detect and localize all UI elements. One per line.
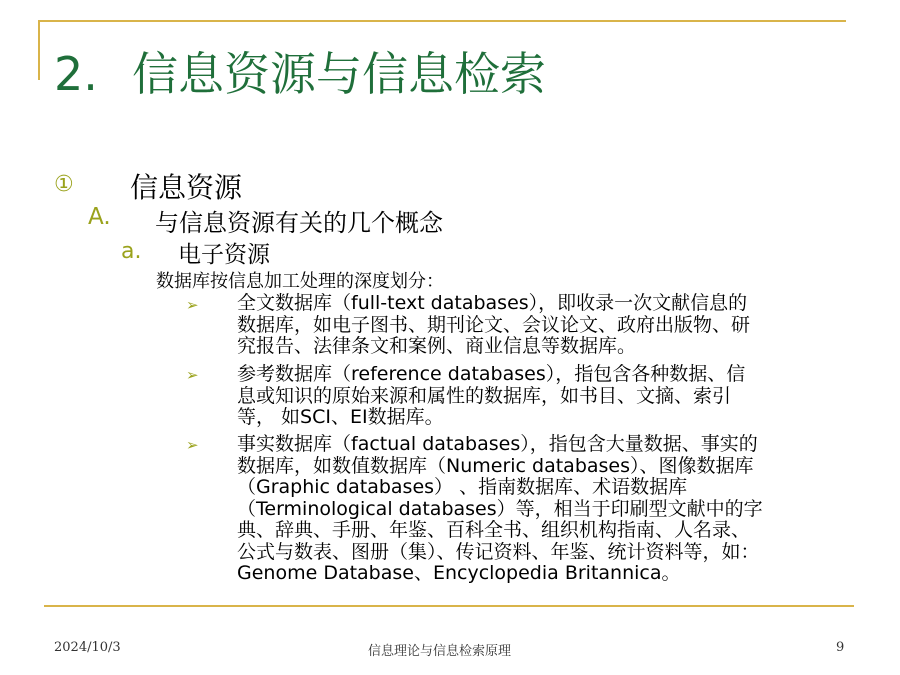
bullet-line: 数据库，如数值数据库（Numeric databases）、图像数据库 xyxy=(237,454,754,477)
bullet-factual-databases xyxy=(237,434,763,585)
level3-heading: 电子资源 xyxy=(178,242,270,268)
title-text: 信息资源与信息检索 xyxy=(132,47,546,101)
bullet-reference-databases xyxy=(237,364,745,429)
level1-marker: ① xyxy=(54,172,74,197)
bullet-line: 典、辞典、手册、年鉴、百科全书、组织机构指南、人名录、 xyxy=(237,519,751,541)
level1-heading: 信息资源 xyxy=(130,171,243,204)
bullet-line: 等， 如SCI、EI数据库。 xyxy=(237,406,444,428)
bullet-line: 事实数据库（factual databases），指包含大量数据、事实的 xyxy=(237,433,758,455)
bottom-rule xyxy=(44,605,854,607)
level2-heading: 与信息资源有关的几个概念 xyxy=(155,209,443,237)
intro-text: 数据库按信息加工处理的深度划分： xyxy=(156,271,444,292)
bullet-line: 全文数据库（full-text databases），即收录一次文献信息的 xyxy=(237,292,748,314)
title-number: 2. xyxy=(54,47,98,101)
footer-date: 2024/10/3 xyxy=(54,640,121,655)
bullet-line: （Terminological databases）等，相当于印刷型文献中的字 xyxy=(237,497,763,520)
arrow-bullet-icon: ➢ xyxy=(186,436,199,454)
page-number: 9 xyxy=(836,640,845,655)
left-rule xyxy=(38,20,40,80)
arrow-bullet-icon: ➢ xyxy=(186,296,199,314)
arrow-bullet-icon: ➢ xyxy=(186,366,199,384)
top-rule xyxy=(38,20,846,22)
bullet-line: 公式与数表、图册（集）、传记资料、年鉴、统计资料等，如： xyxy=(237,540,760,563)
level3-marker: a. xyxy=(121,239,142,264)
bullet-line: （Graphic databases） 、指南数据库、术语数据库 xyxy=(237,476,688,498)
slide-title xyxy=(54,38,546,104)
footer-title: 信息理论与信息检索原理 xyxy=(368,644,512,659)
bullet-line: 究报告、法律条文和案例、商业信息等数据库。 xyxy=(237,335,637,357)
level2-marker: A. xyxy=(88,204,111,230)
bullet-line: 参考数据库（reference databases），指包含各种数据、信 xyxy=(237,363,746,385)
bullet-line: Genome Database、Encyclopedia Britannica。 xyxy=(237,562,681,584)
bullet-line: 数据库，如电子图书、期刊论文、会议论文、政府出版物、研 xyxy=(237,313,751,336)
bullet-fulltext-databases xyxy=(237,293,750,358)
bullet-line: 息或知识的原始来源和属性的数据库，如书目、文摘、索引 xyxy=(237,384,732,407)
